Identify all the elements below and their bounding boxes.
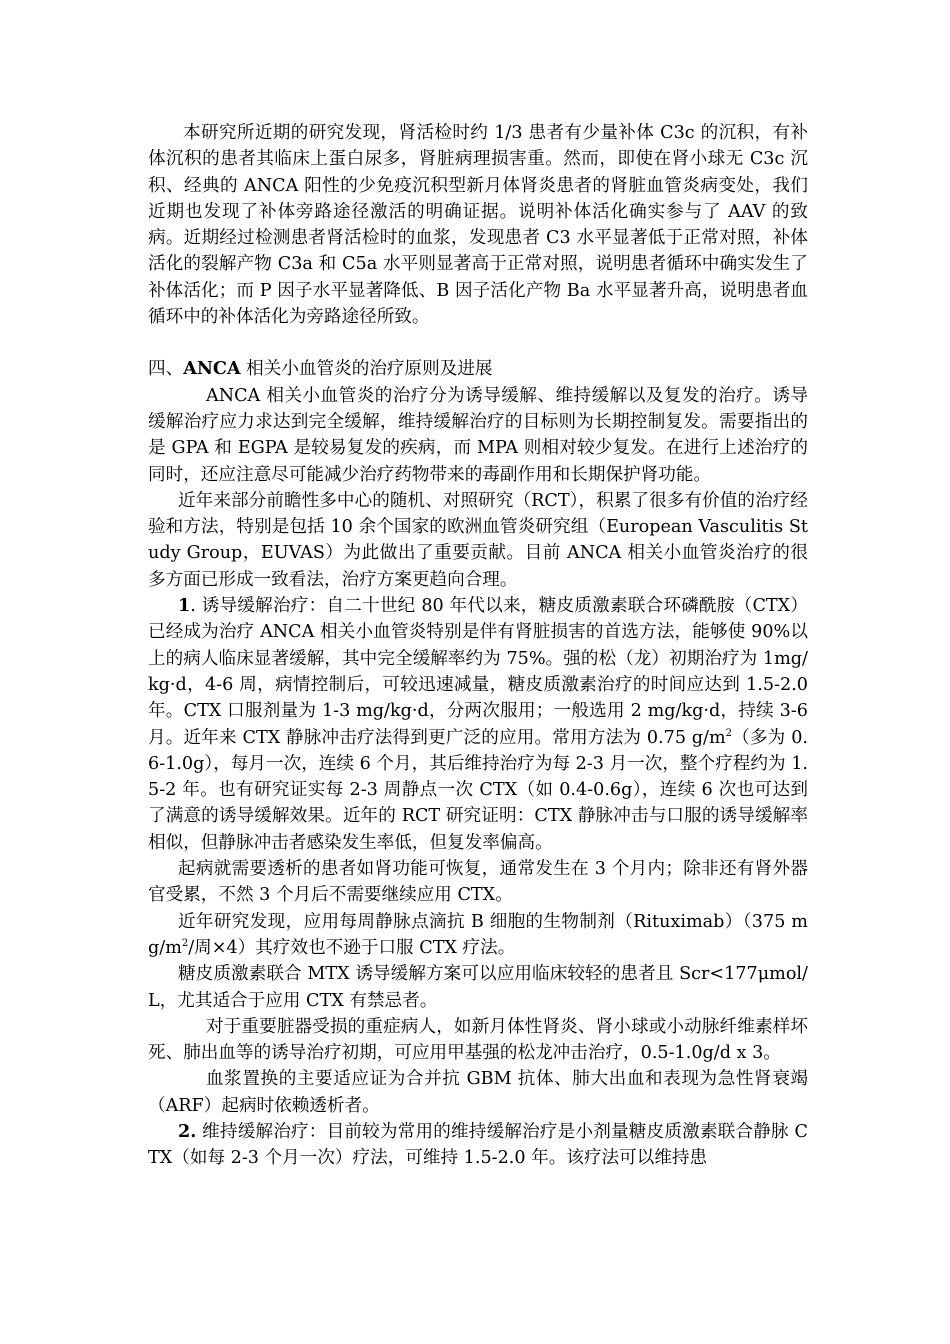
paragraph-rct-research: 近年来部分前瞻性多中心的随机、对照研究（RCT），积累了很多有价值的治疗经验和方法，特别是包括 10 余个国家的欧洲血管炎研究组（European Vasculitis Study Group，EUVAS）为此做出了重要贡献。目前 ANCA 相关小血管炎治疗的很多方面已形成一致看法，治疗方案更趋向合理。 <box>148 490 808 590</box>
paragraph-induction-therapy <box>148 593 808 856</box>
rituximab-superscript: 2 <box>181 938 189 950</box>
section-heading <box>148 356 808 382</box>
paragraph-plasma-exchange: 血浆置换的主要适应证为合并抗 GBM 抗体、肺大出血和表现为急性肾衰竭（ARF）起病时依赖透析者。 <box>148 1069 808 1116</box>
paragraph-methylprednisolone-pulse: 对于重要脏器受损的重症病人，如新月体性肾炎、肾小球或小动脉纤维素样坏死、肺出血等的诱导治疗初期，可应用甲基强的松龙冲击治疗，0.5-1.0g/d x 3。 <box>148 1016 808 1064</box>
paragraph-maintenance-therapy <box>148 1119 808 1172</box>
induction-superscript: 2 <box>725 727 733 739</box>
induction-text-b: （多为 0.6-1.0g），每月一次，连续 6 个月，其后维持治疗为每 2-3 月一次，整个疗程约为 1.5-2 年。也有研究证实每 2-3 周静点一次 CTX（如 0.4-0.6g），连续 6 次也可达到了满意的诱导缓解效果。近年的 RCT 研究证明：CTX 静脉冲击与口服的诱导缓解率相似，但静脉冲击者感染发生率低，但复发率偏高。 <box>148 727 808 853</box>
paragraph-dialysis: 起病就需要透析的患者如肾功能可恢复，通常发生在 3 个月内；除非还有肾外器官受累，不然 3 个月后不需要继续应用 CTX。 <box>148 859 808 906</box>
paragraph-treatment-overview: ANCA 相关小血管炎的治疗分为诱导缓解、维持缓解以及复发的治疗。诱导缓解治疗应力求达到完全缓解，维持缓解治疗的目标则为长期控制复发。需要指出的是 GPA 和 EGPA 是较易复发的疾病，而 MPA 则相对较少复发。在进行上述治疗的同时，还应注意尽可能减少治疗药物带来的毒副作用和长期保护肾功能。 <box>148 385 808 485</box>
section-heading-bold: ANCA <box>183 358 241 380</box>
section-heading-prefix: 四、 <box>148 359 184 380</box>
rituximab-text-b: /周×4）其疗效也不逊于口服 CTX 疗法。 <box>188 937 516 958</box>
induction-text-a: . 诱导缓解治疗：自二十世纪 80 年代以来，糖皮质激素联合环磷酰胺（CTX）已经成为治疗 ANCA 相关小血管炎特别是伴有肾脏损害的首选方法，能够使 90%以上的病人临床显著缓解，其中完全缓解率约为 75%。强的松（龙）初期治疗为 1mg/kg·d，4-6 周，病情控制后，可较迅速减量，糖皮质激素治疗的时间应达到 1.5-2.0 年。CTX 口服剂量为 1-3 mg/kg·d，分两次服用；一般选用 2 mg/kg·d，持续 3-6 月。近年来 CTX 静脉冲击疗法得到更广泛的应用。常用方法为 0.75 g/m <box>148 596 808 748</box>
paragraph-mtx: 糖皮质激素联合 MTX 诱导缓解方案可以应用临床较轻的患者且 Scr<177μmol/L，尤其适合于应用 CTX 有禁忌者。 <box>148 964 808 1011</box>
maintenance-text: 维持缓解治疗：目前较为常用的维持缓解治疗是小剂量糖皮质激素联合静脉 CTX（如每 2-3 个月一次）疗法，可维持 1.5-2.0 年。该疗法可以维持患 <box>148 1121 808 1169</box>
paragraph-rituximab <box>148 909 808 962</box>
paragraph-spacer <box>148 330 808 356</box>
induction-number: 1 <box>178 595 191 617</box>
paragraph-complement-activation: 本研究所近期的研究发现，肾活检时约 1/3 患者有少量补体 C3c 的沉积，有补体沉积的患者其临床上蛋白尿多，肾脏病理损害重。然而，即使在肾小球无 C3c 沉积、经典的 ANCA 阳性的少免疫沉积型新月体肾炎患者的肾脏血管炎病变处，我们近期也发现了补体旁路途径激活的明确证据。说明补体活化确实参与了 AAV 的致病。近期经过检测患者肾活检时的血浆，发现患者 C3 水平显著低于正常对照，补体活化的裂解产物 C3a 和 C5a 水平则显著高于正常对照，说明患者循环中确实发生了补体活化；而 P 因子水平显著降低、B 因子活化产物 Ba 水平显著升高，说明患者血循环中的补体活化为旁路途径所致。 <box>148 123 808 328</box>
document-page <box>148 120 808 1172</box>
maintenance-number: 2. <box>178 1120 197 1142</box>
rituximab-text-a: 近年研究发现，应用每周静脉点滴抗 B 细胞的生物制剂（Rituximab）（375 mg/m <box>148 911 808 958</box>
section-heading-rest: 相关小血管炎的治疗原则及进展 <box>240 359 493 380</box>
